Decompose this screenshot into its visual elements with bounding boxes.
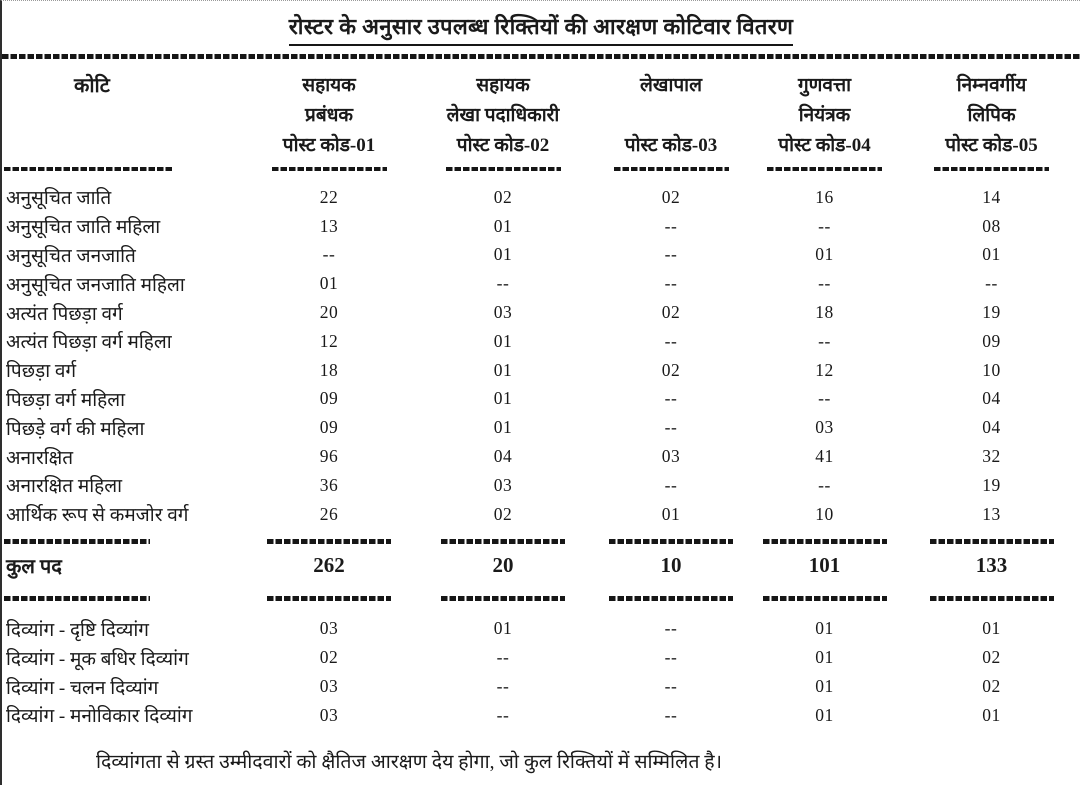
table-row	[2, 672, 1080, 701]
column-title-line-2: लिपिक	[967, 105, 1016, 126]
cell-post-01: 18	[319, 359, 339, 380]
cell-post-05: 09	[982, 330, 1001, 351]
cell-post-04: --	[818, 273, 831, 294]
cell-post-01: 26	[319, 503, 339, 524]
cell-post-04: 01	[815, 704, 834, 725]
total-post-02: 20	[492, 553, 514, 578]
cell-post-01: 36	[319, 474, 339, 495]
separator-above-total	[2, 539, 1080, 544]
header-ruling	[2, 167, 1080, 171]
row-category-label: पिछड़ा वर्ग	[6, 361, 77, 383]
cell-post-03: --	[664, 474, 678, 495]
cell-post-03: --	[664, 330, 678, 351]
table-column-header	[596, 71, 746, 161]
column-post-code: पोस्ट कोड-05	[945, 135, 1038, 156]
row-category-label: पिछड़े वर्ग की महिला	[6, 418, 145, 440]
cell-post-03: --	[664, 647, 678, 668]
table-row	[2, 269, 1080, 298]
cell-post-02: --	[496, 676, 510, 697]
cell-post-03: --	[664, 704, 678, 725]
row-category-label: आर्थिक रूप से कमजोर वर्ग	[6, 505, 189, 527]
row-category-label: अत्यंत पिछड़ा वर्ग	[6, 303, 123, 325]
cell-post-04: 03	[815, 417, 834, 438]
cell-post-05: 04	[982, 417, 1001, 438]
post-02-column-rule	[446, 167, 561, 171]
cell-post-05: 04	[982, 388, 1001, 409]
cell-post-05: 19	[982, 474, 1001, 495]
cell-post-05: 01	[982, 618, 1001, 639]
cell-post-05: 32	[982, 446, 1001, 467]
cell-post-04: --	[818, 330, 831, 351]
table-row	[2, 183, 1080, 212]
table-row	[2, 442, 1080, 471]
post-04-column-rule	[763, 596, 887, 601]
table-column-header	[903, 71, 1080, 161]
column-post-code: पोस्ट कोड-04	[778, 135, 871, 156]
table-row	[2, 615, 1080, 644]
cell-post-01: 01	[319, 273, 339, 294]
row-category-label: अनुसूचित जाति महिला	[6, 217, 161, 239]
cell-post-02: 01	[493, 388, 513, 409]
total-post-03: 10	[660, 553, 682, 578]
category-column-rule	[4, 539, 150, 544]
cell-post-05: 01	[982, 244, 1001, 265]
cell-post-04: 01	[815, 244, 834, 265]
cell-post-05: 10	[982, 359, 1001, 380]
cell-post-05: 02	[982, 647, 1001, 668]
cell-post-04: --	[818, 215, 831, 236]
table-row	[2, 241, 1080, 270]
ruling-row	[2, 539, 1080, 544]
table-row	[2, 413, 1080, 442]
post-05-column-rule	[930, 596, 1054, 601]
cell-post-02: 04	[493, 446, 513, 467]
cell-post-02: --	[496, 704, 510, 725]
column-title-line-2	[596, 101, 746, 131]
row-category-label: दिव्यांग - चलन दिव्यांग	[6, 677, 159, 699]
cell-post-04: 12	[815, 359, 834, 380]
cell-post-01: 09	[319, 417, 339, 438]
row-category-label: दिव्यांग - दृष्टि दिव्यांग	[6, 619, 149, 641]
cell-post-03: --	[664, 618, 678, 639]
table-row	[2, 471, 1080, 500]
column-title-line-2: नियंत्रक	[798, 105, 851, 126]
cell-post-04: 41	[815, 446, 834, 467]
cell-post-03: --	[664, 273, 678, 294]
cell-post-05: 02	[982, 676, 1001, 697]
cell-post-01: 13	[319, 215, 339, 236]
cell-post-03: --	[664, 417, 678, 438]
post-02-column-rule	[441, 539, 565, 544]
cell-post-05: 13	[982, 503, 1001, 524]
table-header-row	[2, 59, 1080, 161]
cell-post-04: --	[818, 474, 831, 495]
cell-post-01: 20	[319, 302, 339, 323]
cell-post-02: --	[496, 647, 510, 668]
table-row	[2, 500, 1080, 529]
total-row-label: कुल पद	[6, 556, 62, 579]
post-04-column-rule	[767, 167, 882, 171]
cell-post-01: 22	[319, 186, 339, 207]
cell-post-01: 09	[319, 388, 339, 409]
cell-post-02: 01	[493, 330, 513, 351]
table-row	[2, 212, 1080, 241]
total-post-04: 101	[808, 553, 841, 578]
title-bar	[2, 1, 1080, 51]
table-column-header	[746, 71, 903, 161]
table-row	[2, 356, 1080, 385]
cell-post-02: 01	[493, 359, 513, 380]
category-column-header: कोटि	[74, 75, 110, 97]
cell-post-05: 01	[982, 704, 1001, 725]
cell-post-03: 03	[661, 446, 681, 467]
main-rows-section	[2, 183, 1080, 529]
cell-post-02: 02	[493, 186, 513, 207]
column-post-code: पोस्ट कोड-03	[624, 135, 718, 156]
post-05-column-rule	[930, 539, 1054, 544]
cell-post-01: 03	[319, 676, 339, 697]
cell-post-02: --	[496, 273, 510, 294]
category-column-rule	[4, 596, 150, 601]
row-category-label: पिछड़ा वर्ग महिला	[6, 389, 126, 411]
cell-post-01: --	[322, 244, 336, 265]
cell-post-04: 16	[815, 186, 834, 207]
column-title-line-2: प्रबंधक	[305, 105, 353, 126]
ruling-row	[2, 596, 1080, 601]
post-01-column-rule	[272, 167, 387, 171]
row-category-label: अनुसूचित जनजाति	[6, 245, 136, 267]
cell-post-01: 96	[319, 446, 339, 467]
cell-post-04: 18	[815, 302, 834, 323]
cell-post-03: --	[664, 388, 678, 409]
total-row	[2, 544, 1080, 588]
cell-post-05: 19	[982, 302, 1001, 323]
category-column-rule	[4, 167, 174, 171]
separator-below-total	[2, 596, 1080, 601]
cell-post-02: 03	[493, 302, 513, 323]
table-row	[2, 643, 1080, 672]
cell-post-04: 01	[815, 618, 834, 639]
cell-post-03: 02	[661, 302, 681, 323]
row-category-label: अनारक्षित महिला	[6, 476, 123, 498]
column-post-code: पोस्ट कोड-01	[282, 135, 376, 156]
row-category-label: अनुसूचित जाति	[6, 188, 112, 210]
post-02-column-rule	[441, 596, 565, 601]
table-column-header	[248, 71, 410, 161]
cell-post-05: --	[985, 273, 998, 294]
row-category-label: अनुसूचित जनजाति महिला	[6, 274, 185, 296]
cell-post-04: 01	[815, 647, 834, 668]
row-category-label: अनारक्षित	[6, 447, 74, 469]
cell-post-02: 01	[493, 618, 513, 639]
cell-post-02: 02	[493, 503, 513, 524]
divyang-rows-section	[2, 615, 1080, 730]
cell-post-04: 01	[815, 676, 834, 697]
cell-post-03: --	[664, 676, 678, 697]
cell-post-01: 03	[319, 704, 339, 725]
cell-post-02: 01	[493, 215, 513, 236]
table-row	[2, 701, 1080, 730]
cell-post-03: 01	[661, 503, 681, 524]
column-title-line-1: निम्नवर्गीय	[956, 75, 1027, 96]
post-03-column-rule	[609, 539, 733, 544]
table-column-header	[410, 71, 596, 161]
column-title-line-2: लेखा पदाधिकारी	[446, 105, 560, 126]
cell-post-03: --	[664, 244, 678, 265]
post-03-column-rule	[609, 596, 733, 601]
cell-post-01: 03	[319, 618, 339, 639]
post-04-column-rule	[763, 539, 887, 544]
cell-post-03: 02	[661, 186, 681, 207]
cell-post-05: 08	[982, 215, 1001, 236]
cell-post-01: 02	[319, 647, 339, 668]
table-row	[2, 385, 1080, 414]
column-title-line-1: सहायक	[302, 75, 356, 96]
column-title-line-1: सहायक	[476, 75, 530, 96]
row-category-label: दिव्यांग - मनोविकार दिव्यांग	[6, 706, 193, 728]
page-title: रोस्टर के अनुसार उपलब्ध रिक्तियों की आरक्षण कोटिवार वितरण	[289, 11, 793, 46]
row-category-label: दिव्यांग - मूक बधिर दिव्यांग	[6, 648, 189, 670]
column-title-line-1: लेखापाल	[640, 75, 702, 96]
post-03-column-rule	[614, 167, 729, 171]
total-post-01: 262	[313, 553, 345, 578]
total-post-05: 133	[975, 553, 1008, 578]
cell-post-03: --	[664, 215, 678, 236]
row-category-label: अत्यंत पिछड़ा वर्ग महिला	[6, 332, 172, 354]
post-05-column-rule	[934, 167, 1049, 171]
cell-post-04: 10	[815, 503, 834, 524]
post-01-column-rule	[267, 596, 391, 601]
table-row	[2, 327, 1080, 356]
ruling-row	[2, 167, 1080, 171]
cell-post-02: 01	[493, 417, 513, 438]
post-01-column-rule	[267, 539, 391, 544]
cell-post-01: 12	[319, 330, 339, 351]
table-row	[2, 298, 1080, 327]
cell-post-03: 02	[661, 359, 681, 380]
footnote-text: दिव्यांगता से ग्रस्त उम्मीदवारों को क्षैतिज आरक्षण देय होगा, जो कुल रिक्तियों में सम्मिलित है।	[96, 751, 723, 773]
column-post-code: पोस्ट कोड-02	[456, 135, 550, 156]
cell-post-02: 03	[493, 474, 513, 495]
cell-post-05: 14	[982, 186, 1001, 207]
cell-post-04: --	[818, 388, 831, 409]
column-title-line-1: गुणवत्ता	[797, 75, 852, 96]
cell-post-02: 01	[493, 244, 513, 265]
